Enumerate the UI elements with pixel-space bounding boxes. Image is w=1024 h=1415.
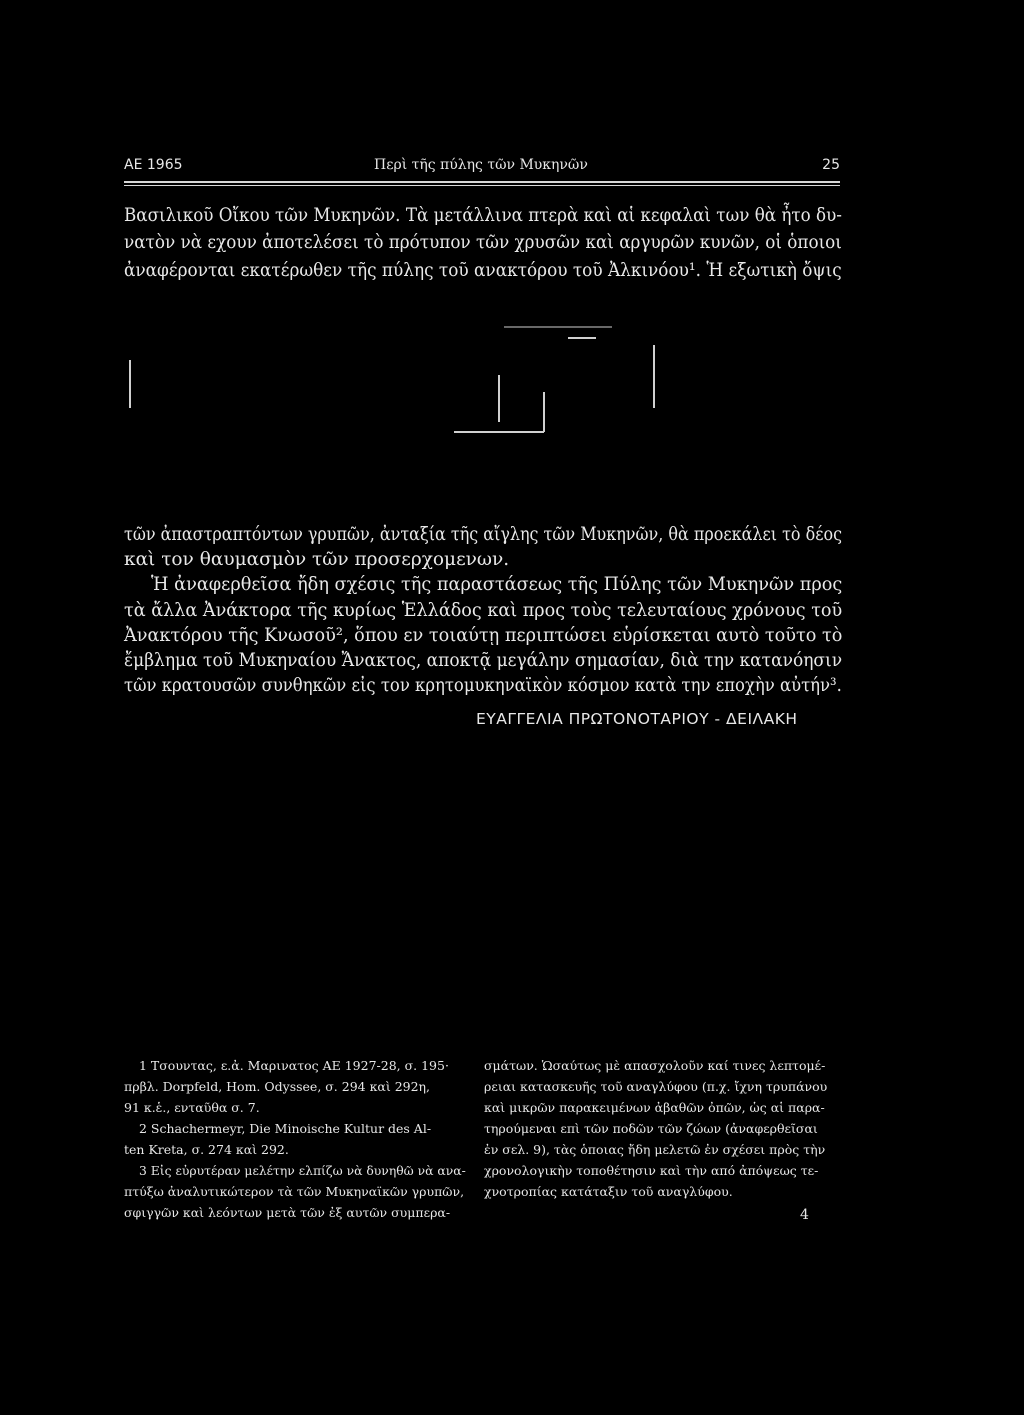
footnote-line: χνοτροπίας κατάταξιν τοῦ αναγλύφου. (484, 1184, 733, 1199)
body-line: τῶν ἀπαστραπτόντων γρυπῶν, ἀνταξία τῆς αἴγλης τῶν Μυκηνῶν, θὰ προεκάλει τὸ δέος (124, 524, 843, 545)
folio-number: 25 (822, 157, 840, 173)
footnote-line: πτύξω ἀναλυτικώτερον τὰ τῶν Μυκηναϊκῶν γρυπῶν, (124, 1184, 465, 1199)
footnote-line: 91 κ.ἑ., ενταῦθα σ. 7. (124, 1100, 260, 1115)
footnote-line: ἐν σελ. 9), τὰς ὁποιας ἤδη μελετῶ ἐν σχέσει πρὸς τὴν (484, 1142, 826, 1157)
body-line: νατὸν νὰ εχουν ἀποτελέσει τὸ πρότυπον τῶν χρυσῶν καὶ αργυρῶν κυνῶν, οἱ ὁποιοι (124, 232, 842, 253)
running-title: Περὶ τῆς πύλης τῶν Μυκηνῶν (374, 157, 588, 173)
footnote-line: 3 Εἰς εὐρυτέραν μελέτην ελπίζω νὰ δυνηθῶ νὰ ανα- (139, 1163, 466, 1178)
footnote-line: ten Kreta, σ. 274 καὶ 292. (124, 1142, 289, 1157)
body-line: Ἀνακτόρου τῆς Κνωσοῦ², ὅπου εν τοιαύτῃ περιπτώσει εὑρίσκεται αυτὸ τοῦτο τὸ (124, 625, 843, 646)
body-line: τῶν κρατουσῶν συνθηκῶν εἰς τον κρητομυκηναϊκὸν κόσμον κατὰ την εποχὴν αὐτήν³. (124, 675, 842, 696)
page-number: 4 (800, 1207, 809, 1223)
body-line: ἔμβλημα τοῦ Μυκηναίου Ἄνακτος, αποκτᾷ μεγάλην σημασίαν, διὰ την κατανόησιν (124, 650, 843, 671)
footnote-line: πρβλ. Dorpfeld, Hom. Odyssee, σ. 294 καὶ 292η, (124, 1079, 431, 1094)
body-line: Ἡ ἀναφερθεῖσα ἤδη σχέσις τῆς παραστάσεως τῆς Πύλης τῶν Μυκηνῶν προς (151, 574, 843, 595)
footnote-line: σφιγγῶν καὶ λεόντων μετὰ τῶν ἐξ αυτῶν συμπερα- (124, 1205, 451, 1220)
footnote-line: σμάτων. Ὡσαύτως μὲ απασχολοῦν καί τινες λεπτομέ- (484, 1058, 826, 1073)
footnote-line: 2 Schachermeyr, Die Minoische Kultur des Al- (139, 1121, 432, 1136)
body-line: Βασιλικοῦ Οἴκου τῶν Μυκηνῶν. Τὰ μετάλλινα πτερὰ καὶ αἱ κεφαλαὶ των θὰ ἦτο δυ- (124, 205, 842, 226)
body-line: τὰ ἄλλα Ἀνάκτορα τῆς κυρίως Ἑλλάδος καὶ προς τοὺς τελευταίους χρόνους τοῦ (124, 600, 843, 621)
footnote-line: ρειαι κατασκευῆς τοῦ αναγλύφου (π.χ. ἴχνη τρυπάνου (484, 1079, 828, 1094)
footnote-line: 1 Τσουντας, ε.ἀ. Μαρινατος ΑΕ 1927-28, σ. 195· (139, 1058, 449, 1073)
footnote-line: τηρούμεναι επὶ τῶν ποδῶν τῶν ζώων (ἀναφερθεῖσαι (484, 1121, 818, 1136)
body-line: ἀναφέρονται εκατέρωθεν τῆς πύλης τοῦ ανακτόρου τοῦ Ἀλκινόου¹. Ἡ εξωτικὴ ὄψις (124, 260, 842, 281)
journal-issue: ΑΕ 1965 (124, 157, 183, 173)
body-line: καὶ τον θαυμασμὸν τῶν προσερχομενων. (124, 549, 510, 570)
author-signature: ΕΥΑΓΓΕΛΙΑ ΠΡΩΤΟΝΟΤΑΡΙΟΥ - ΔΕΙΛΑΚΗ (476, 710, 798, 728)
footnote-line: χρονολογικὴν τοποθέτησιν καὶ τὴν από ἀπόψεως τε- (484, 1163, 819, 1178)
footnote-line: καὶ μικρῶν παρακειμένων ἀβαθῶν ὀπῶν, ὡς αἱ παρα- (484, 1100, 825, 1115)
